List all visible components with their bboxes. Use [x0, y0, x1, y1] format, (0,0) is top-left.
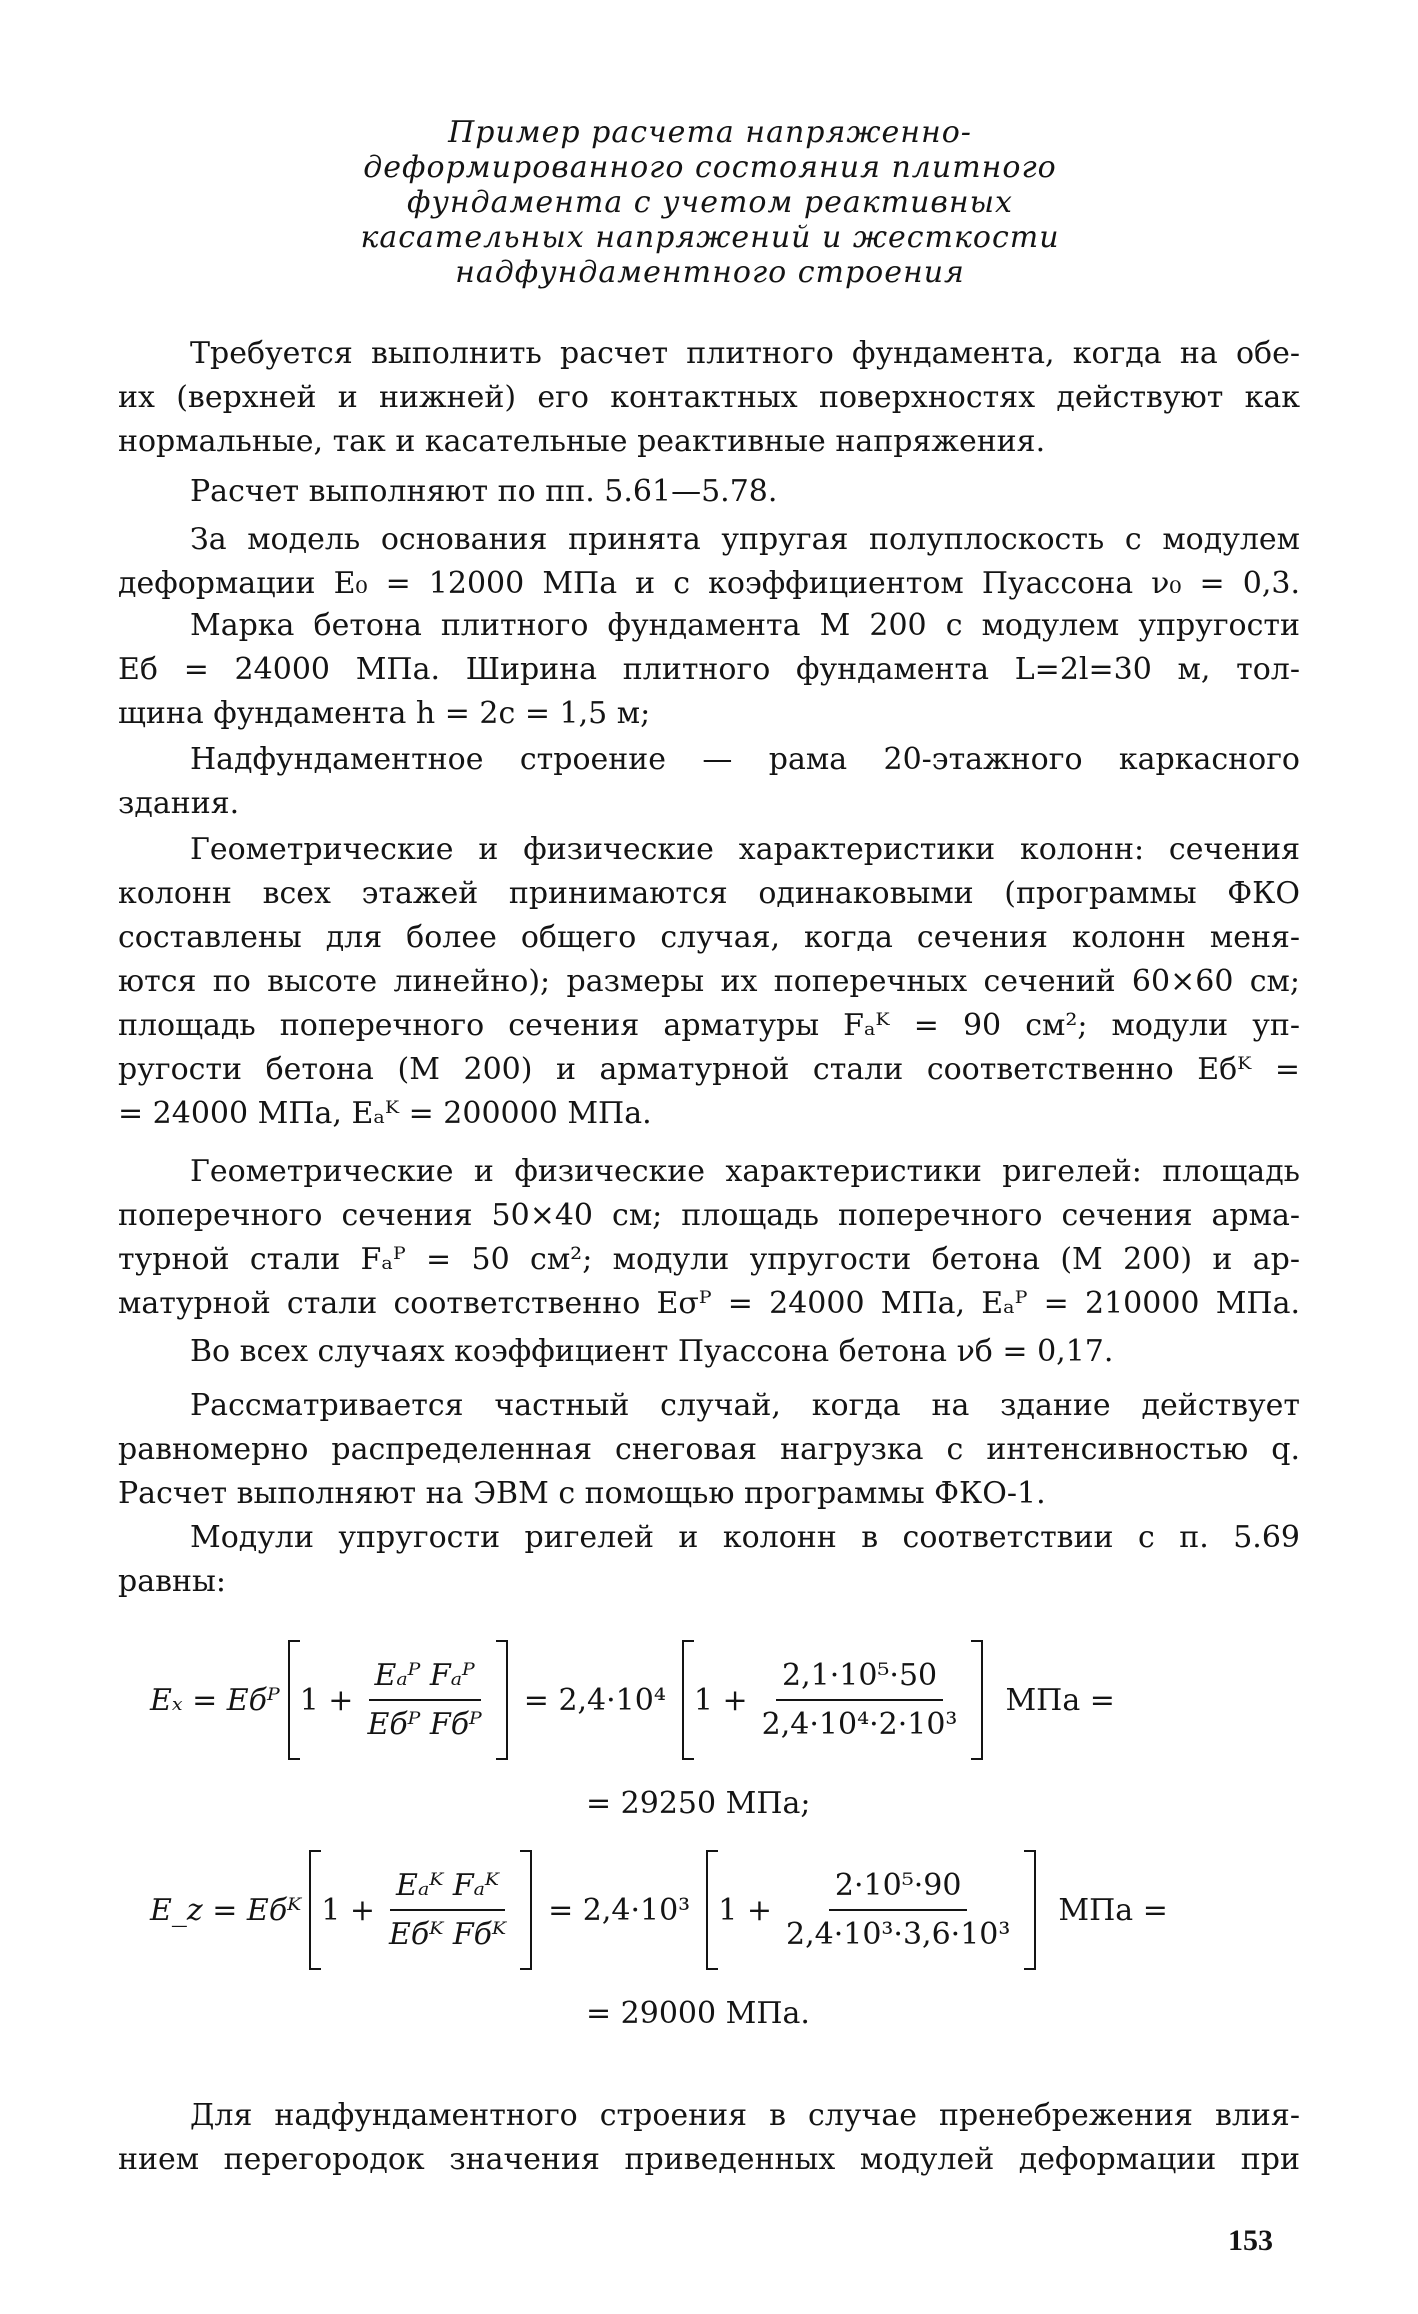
paragraph-8: [118, 1330, 1300, 1374]
fraction-denominator: 2,4·10³·3,6·10³: [785, 1917, 1011, 1952]
bracket-group: 1 + $\frac{\text{Eₐᴷ Fₐᴷ}}{\text{Eбᴷ Fбᴷ}}$: [309, 1850, 532, 1970]
fraction: [383, 1868, 512, 1952]
fraction: [756, 1658, 964, 1742]
text-line: их (верхней и нижней) его контактных поверхностях действуют как: [118, 380, 1300, 415]
eq-multiplier: = 2,4·10³: [548, 1892, 691, 1928]
fraction-denominator: 2,4·10⁴·2·10³: [761, 1707, 958, 1742]
text-line: нормальные, так и касательные реактивные напряжения.: [118, 424, 1046, 459]
equation-ez: [150, 1840, 1168, 1980]
text-line: турной стали Fₐᴾ = 50 см²; модули упругости бетона (М 200) и ар-: [118, 1242, 1300, 1277]
paragraph-5: [118, 738, 1300, 826]
eq-lhs: Eₓ = Eбᴾ: [150, 1682, 280, 1718]
bracket-group: 1 + $\frac{\text{Eₐᴾ Fₐᴾ}}{\text{Eбᴾ Fбᴾ}}$: [288, 1640, 508, 1760]
fraction-numerator: Eₐᴾ Fₐᴾ: [374, 1658, 475, 1693]
text-line: равномерно распределенная снеговая нагрузка с интенсивностью q.: [118, 1432, 1300, 1467]
text-line: поперечного сечения 50×40 см; площадь поперечного сечения арма-: [118, 1198, 1300, 1233]
text-line: деформации E₀ = 12000 МПа и с коэффициентом Пуассона ν₀ = 0,3.: [118, 566, 1300, 601]
text-line: площадь поперечного сечения арматуры Fₐᴷ = 90 см²; модули уп-: [118, 1008, 1300, 1043]
fraction-denominator: Eбᴾ Fбᴾ: [367, 1707, 482, 1742]
text-line: Марка бетона плитного фундамента М 200 с модулем упругости: [190, 608, 1300, 643]
paragraph-3: [118, 518, 1300, 606]
text-line: Расчет выполняют на ЭВМ с помощью программы ФКО-1.: [118, 1476, 1046, 1511]
equation-ex: [150, 1630, 1115, 1770]
paragraph-2: [118, 470, 1300, 514]
bracket-group: 1 + $\frac{\text{2·10⁵·90}}{\text{2,4·10³·3,6·10³}}$: [706, 1850, 1036, 1970]
text-line: щина фундамента h = 2c = 1,5 м;: [118, 696, 651, 731]
eq-lhs: E_z = Eбᴷ: [150, 1892, 302, 1928]
text-line: здания.: [118, 786, 240, 821]
text-line: Модули упругости ригелей и колонн в соответствии с п. 5.69: [190, 1520, 1300, 1555]
paragraph-4: [118, 604, 1300, 736]
paragraph-11: [118, 2094, 1300, 2182]
paragraph-10: [118, 1516, 1300, 1604]
fraction: [780, 1868, 1016, 1952]
title-line: касательных напряжений и жесткости: [360, 220, 1060, 255]
paragraph-6: [118, 828, 1300, 1136]
text-line: ются по высоте линейно); размеры их поперечных сечений 60×60 см;: [118, 964, 1300, 999]
fraction-numerator: Eₐᴷ Fₐᴷ: [396, 1868, 500, 1903]
fraction-numerator: 2,1·10⁵·50: [776, 1658, 943, 1701]
paragraph-1: [118, 332, 1300, 464]
text-line: = 24000 МПа, Eₐᴷ = 200000 МПа.: [118, 1096, 652, 1131]
eq-multiplier: = 2,4·10⁴: [523, 1682, 666, 1718]
equation-ez-result: = 29000 МПа.: [586, 1996, 810, 2031]
text-line: Требуется выполнить расчет плитного фундамента, когда на обе-: [190, 336, 1300, 371]
fraction: [361, 1658, 487, 1742]
paragraph-9: [118, 1384, 1300, 1516]
text-line: ругости бетона (М 200) и арматурной стали соответственно Eбᴷ =: [118, 1052, 1300, 1087]
equation-ex-result: = 29250 МПа;: [586, 1786, 811, 1821]
text-line: Геометрические и физические характеристики ригелей: площадь: [190, 1154, 1300, 1189]
fraction-numerator: 2·10⁵·90: [829, 1868, 968, 1911]
eq-unit: МПа =: [1005, 1682, 1115, 1718]
text-line: Геометрические и физические характеристики колонн: сечения: [190, 832, 1300, 867]
text-line: Рассматривается частный случай, когда на здание действует: [190, 1388, 1300, 1423]
bracket-group: 1 + $\frac{\text{2,1·10⁵·50}}{\text{2,4·10⁴·2·10³}}$: [682, 1640, 984, 1760]
text-line: равны:: [118, 1564, 226, 1599]
title-line: надфундаментного строения: [455, 255, 965, 290]
text-line: матурной стали соответственно Eσᴾ = 24000 МПа, Eₐᴾ = 210000 МПа.: [118, 1286, 1300, 1321]
title-line: Пример расчета напряженно-: [448, 115, 972, 150]
paragraph-7: [118, 1150, 1300, 1326]
fraction-denominator: Eбᴷ Fбᴷ: [389, 1917, 507, 1952]
text-line: Расчет выполняют по пп. 5.61—5.78.: [190, 474, 778, 509]
text-line: составлены для более общего случая, когда сечения колонн меня-: [118, 920, 1300, 955]
eq-unit: МПа =: [1058, 1892, 1168, 1928]
title-line: деформированного состояния плитного: [363, 150, 1057, 185]
section-title: [250, 115, 1170, 290]
text-line: Во всех случаях коэффициент Пуассона бетона νб = 0,17.: [190, 1334, 1114, 1369]
text-line: Для надфундаментного строения в случае пренебрежения влия-: [190, 2098, 1300, 2133]
page-number: 153: [1228, 2224, 1273, 2257]
text-line: Eб = 24000 МПа. Ширина плитного фундамента L=2l=30 м, тол-: [118, 652, 1300, 687]
title-line: фундамента с учетом реактивных: [407, 185, 1013, 220]
text-line: нием перегородок значения приведенных модулей деформации при: [118, 2142, 1300, 2177]
text-line: Надфундаментное строение — рама 20-этажного каркасного: [190, 742, 1300, 777]
text-line: За модель основания принята упругая полуплоскость с модулем: [190, 522, 1300, 557]
text-line: колонн всех этажей принимаются одинаковыми (программы ФКО: [118, 876, 1300, 911]
